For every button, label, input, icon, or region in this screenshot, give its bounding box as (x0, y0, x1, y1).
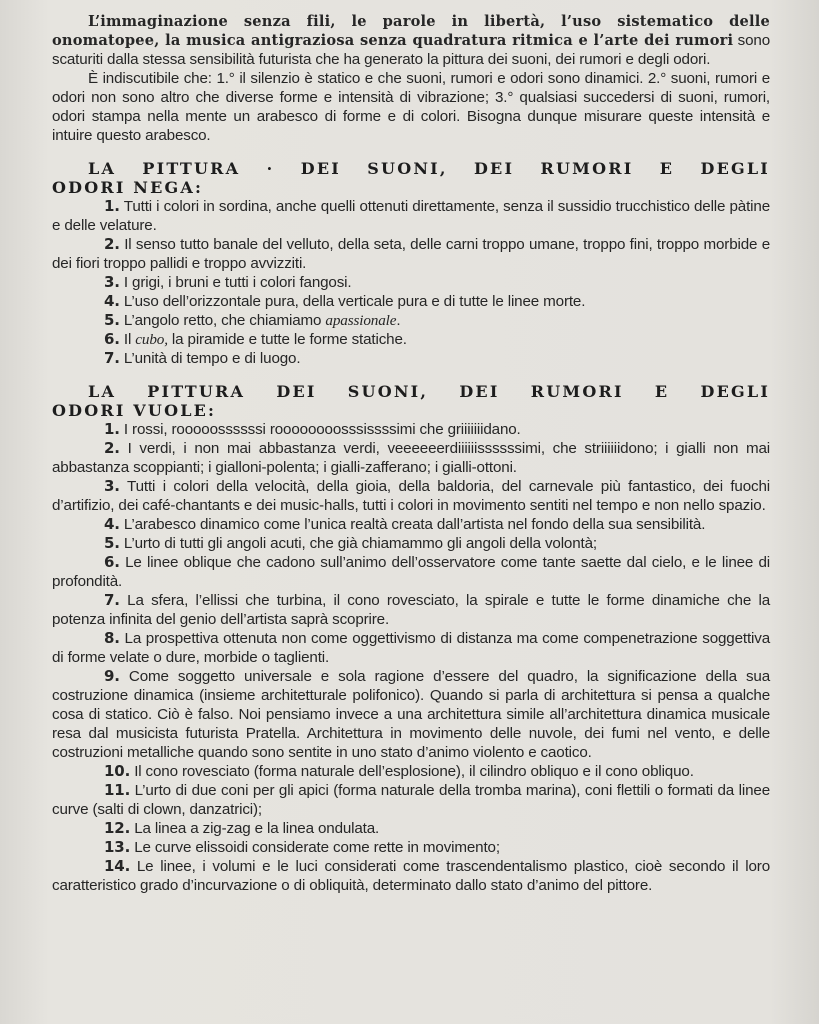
item-text: L’unità di tempo e di luogo. (119, 350, 301, 367)
item-text: I grigi, i bruni e tutti i colori fangosi. (119, 274, 352, 291)
item-text: la piramide e tutte le forme statiche. (167, 331, 407, 348)
item-italic-text: cubo, (135, 331, 168, 348)
item-number: 1. (104, 197, 120, 215)
document-page (52, 12, 770, 895)
list-item (52, 235, 770, 273)
list-item (52, 781, 770, 819)
item-text: Tutti i colori in sordina, anche quelli ottenuti direttamente, senza il sussidio trucchistico delle pàtine e delle velature. (52, 198, 770, 234)
list-item (52, 553, 770, 591)
heading-line: ODORI NEGA: (52, 178, 204, 197)
item-number: 2. (104, 235, 120, 253)
section-vuole (52, 382, 770, 895)
item-number: 4. (104, 292, 120, 310)
list-item (52, 349, 770, 368)
item-text: L’uso dell’orizzontale pura, della verticale pura e di tutte le linee morte. (119, 293, 586, 310)
item-text: Il cono rovesciato (forma naturale dell’esplosione), il cilindro obliquo e il cono obliquo. (130, 763, 694, 780)
intro-paragraph-2: È indiscutibile che: 1.° il silenzio è statico e che suoni, rumori e odori sono dinamici. 2.° suoni, rumori e odori non sono altro che diverse forme e intensità di vibrazione; 3.° qualsiasi succedersi di suoni, rumori, odori stampa nella mente un arabesco di forme e di colori. Bisogna dunque misurare queste intensità e intuire questo arabesco. (52, 70, 770, 144)
list-item (52, 292, 770, 311)
item-number: 6. (104, 553, 120, 571)
item-text: Le curve elissoidi considerate come rette in movimento; (130, 839, 500, 856)
item-number: 2. (104, 439, 120, 457)
list-item (52, 534, 770, 553)
item-number: 13. (104, 838, 131, 856)
item-number: 5. (104, 534, 120, 552)
intro-paragraph (52, 12, 770, 69)
item-text: I rossi, rooooossssssi roooooooosssissssimi che griiiiiiidano. (119, 421, 521, 438)
nega-list (52, 197, 770, 368)
heading-line: ODORI VUOLE: (52, 401, 217, 420)
item-number: 3. (104, 273, 120, 291)
section-heading-vuole (52, 382, 770, 420)
item-number: 8. (104, 629, 120, 647)
item-number: 9. (104, 667, 120, 685)
item-text: L’arabesco dinamico come l’unica realtà creata dall’artista nel fondo della sua sensibilità. (119, 516, 706, 533)
item-text: Il (119, 331, 136, 348)
item-number: 10. (104, 762, 131, 780)
item-number: 7. (104, 591, 120, 609)
list-item (52, 629, 770, 667)
item-number: 3. (104, 477, 120, 495)
intro-text: sono scaturiti dalla stessa sensibilità futurista che ha generato la pittura dei suoni, dei rumori e degli odori. (52, 32, 770, 68)
item-text: I verdi, i non mai abbastanza verdi, veeeeeerdiiiiiissssssimi, che striiiiiidono; i gialli non mai abbastanza scoppianti; i gialloni-polenta; i gialli-zafferano; i gialli-ottoni. (52, 440, 770, 476)
item-number: 7. (104, 349, 120, 367)
intro-bold-text: L’immaginazione senza fili, le parole in libertà, l’uso sistematico delle onomatopee, la musica antigraziosa senza quadratura ritmica e l’arte dei rumori (52, 13, 770, 49)
item-text: L’urto di due coni per gli apici (forma naturale della tromba marina), coni flettili o formati da linee curve (salti di clown, danzatrici); (52, 782, 770, 818)
item-text: La sfera, l’ellissi che turbina, il cono rovesciato, la spirale e tutte le forme dinamiche che la potenza infinita del genio dell’artista saprà scoprire. (52, 592, 770, 628)
list-item (52, 197, 770, 235)
list-item (52, 477, 770, 515)
section-nega (52, 159, 770, 368)
item-text: . (396, 312, 401, 329)
list-item (52, 330, 770, 349)
item-number: 1. (104, 420, 120, 438)
item-text: Come soggetto universale e sola ragione d’essere del quadro, la significazione della sua costruzione dinamica (insieme architetturale polifonico). Quando si parla di architettura si pensa a qualche cosa di statico. Ciò è falso. Noi pensiamo invece a una architettura simile all’architettura dinamica musicale resa dal musicista futurista Pratella. Architettura in movimento delle nuvole, dei fumi nel vento, e delle costruzioni metalliche quando sono sentite in uno stato d’animo violento e caotico. (52, 668, 770, 761)
item-text: La prospettiva ottenuta non come oggettivismo di distanza ma come compenetrazione soggettiva di forme velate o dure, morbide o taglienti. (52, 630, 770, 666)
list-item (52, 311, 770, 330)
heading-line: LA PITTURA DEI SUONI, DEI RUMORI E DEGLI (88, 382, 770, 401)
item-number: 4. (104, 515, 120, 533)
item-number: 12. (104, 819, 131, 837)
item-text: La linea a zig-zag e la linea ondulata. (130, 820, 380, 837)
section-heading-nega (52, 159, 770, 197)
item-number: 11. (104, 781, 131, 799)
item-text: L’urto di tutti gli angoli acuti, che già chiamammo gli angoli della volontà; (119, 535, 597, 552)
list-item (52, 420, 770, 439)
list-item (52, 819, 770, 838)
item-italic-text: apassionale (325, 312, 397, 329)
list-item (52, 667, 770, 762)
item-text: L’angolo retto, che chiamiamo (119, 312, 326, 329)
item-text: Tutti i colori della velocità, della gioia, della baldoria, del carnevale più fantastico, dei fuochi d’artifizio, dei café-chantants e dei music-halls, tutti i colori in movimento sentiti nel tempo e non nello spazio. (52, 478, 770, 514)
list-item (52, 762, 770, 781)
list-item (52, 591, 770, 629)
item-number: 6. (104, 330, 120, 348)
heading-line: LA PITTURA · DEI SUONI, DEI RUMORI E DEGLI (88, 159, 770, 178)
list-item (52, 857, 770, 895)
list-item (52, 838, 770, 857)
list-item (52, 439, 770, 477)
item-number: 5. (104, 311, 120, 329)
item-text: Il senso tutto banale del velluto, della seta, delle carni troppo umane, troppo fini, troppo morbide e dei fiori troppo pallidi e troppo avvizziti. (52, 236, 770, 272)
item-text: Le linee, i volumi e le luci considerati come trascendentalismo plastico, cioè secondo il loro caratteristico grado d’incurvazione o di obliquità, determinato dallo stato d’animo del pittore. (52, 858, 770, 894)
list-item (52, 515, 770, 534)
item-text: Le linee oblique che cadono sull’animo dell’osservatore come tante saette dal cielo, e le linee di profondità. (52, 554, 770, 590)
item-number: 14. (104, 857, 131, 875)
vuole-list (52, 420, 770, 895)
list-item (52, 273, 770, 292)
